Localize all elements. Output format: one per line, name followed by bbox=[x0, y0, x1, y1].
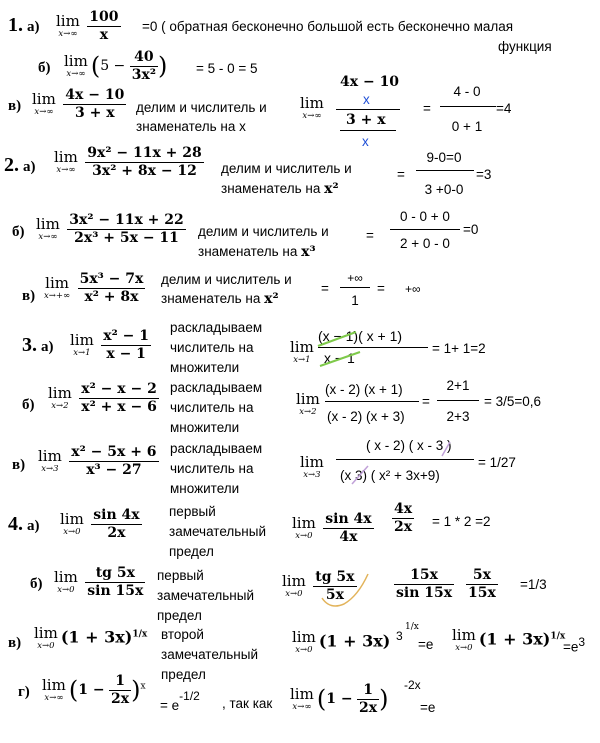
limit-expression: lim x→∞ $\frac{\text{9x² − 11x + 28}}{\text{3x² + 8x − 12}}$ bbox=[54, 145, 202, 179]
result-text: = 5 - 0 = 5 bbox=[196, 61, 258, 76]
limit-word: lim x→2 bbox=[296, 390, 320, 417]
result: =e3 bbox=[563, 635, 586, 655]
limit-expression: lim x→∞ $\frac{\text{3x² − 11x + 22}}{\text{2x³ + 5x − 11}}$ bbox=[36, 212, 184, 246]
explanation-text: первый замечательный предел bbox=[157, 568, 254, 623]
result: = e-1/2 bbox=[160, 689, 200, 713]
limit-word: lim x→1 bbox=[290, 338, 314, 365]
limit-expression: lim x→0 $\frac{tg 5x}{\sin 15x}$ bbox=[54, 565, 144, 599]
explanation-text: второй замечательный предел bbox=[161, 627, 258, 682]
item-label: б) bbox=[22, 397, 35, 413]
limit-expression: lim x→0 (1 + 3x) 3 1/x bbox=[292, 622, 419, 655]
explanation-text: первый замечательный предел bbox=[169, 504, 266, 559]
problem-4-a: 4. а) bbox=[8, 513, 40, 535]
result: = 1/27 bbox=[478, 455, 516, 470]
multiplier-fraction: $\frac{5x}{15x}$ bbox=[468, 567, 496, 601]
explanation-text-cont: функция bbox=[498, 39, 552, 54]
problem-3-a: 3. а) bbox=[22, 334, 54, 356]
result: = 1+ 1=2 bbox=[432, 341, 486, 356]
result: =0 bbox=[463, 222, 479, 237]
divided-denominator: 3 + x bbox=[346, 112, 386, 128]
divided-numerator: 4x − 10 bbox=[340, 74, 400, 90]
problem-2-a: 2. а) bbox=[4, 154, 36, 176]
limit-expression: lim x→∞ $\frac{4x - 10}{3 + x}$ bbox=[32, 87, 125, 121]
explanation-text: делим и числитель и знаменатель на x² bbox=[221, 161, 352, 197]
result: =1/3 bbox=[520, 577, 547, 592]
divisor: х bbox=[363, 92, 370, 107]
limit-expression: lim x→0 $(1 + 3x)^{1/x}$ bbox=[452, 626, 566, 653]
limit-expression: lim x→0 $\frac{\sin 4x}{2x}$ bbox=[60, 507, 140, 541]
cancel-marks bbox=[340, 440, 470, 488]
cancel-marks bbox=[316, 330, 364, 370]
problem-1-a bbox=[8, 14, 40, 37]
multiplier-fraction: $\frac{4x}{2x}$ bbox=[394, 501, 413, 535]
numerator: 100 bbox=[89, 9, 119, 25]
denominator: x bbox=[99, 26, 109, 43]
since-text: , так как bbox=[222, 696, 273, 711]
item-label: б) bbox=[30, 576, 43, 592]
explanation-text: делим и числитель и знаменатель на x² bbox=[161, 272, 292, 307]
limit-expression: lim x→0 $(1 + 3x)^{1/x}$ bbox=[34, 624, 148, 651]
divisor: х bbox=[362, 134, 369, 149]
limit-expression: lim x→+∞ $\frac{\text{5x³ − 7x}}{\text{x² + 8x}}$ bbox=[44, 271, 144, 305]
limit-expression: lim x→1 $\frac{\text{x² − 1}}{x - 1}$ bbox=[70, 328, 149, 362]
explanation-text: раскладываем числитель на множители bbox=[170, 441, 263, 496]
result: = 1 * 2 =2 bbox=[432, 514, 491, 529]
limit-word: lim x→3 bbox=[300, 453, 324, 480]
result: +∞ bbox=[405, 282, 421, 296]
item-label: б) bbox=[12, 224, 25, 240]
item-label: в) bbox=[8, 635, 22, 651]
limit-expression: lim x→3 $\frac{\text{x² − 5x + 6}}{\text{x³ − 27}}$ bbox=[38, 444, 157, 478]
explanation-text: делим и числитель и знаменатель на x³ bbox=[198, 224, 329, 260]
check-mark bbox=[320, 572, 372, 612]
item-label: в) bbox=[22, 288, 36, 304]
factored-numerator: (x − 1)( x + 1) bbox=[318, 328, 403, 344]
problem-number: 1. bbox=[8, 14, 23, 36]
item-label: а) bbox=[27, 19, 40, 35]
limit-expression: lim x→∞ $\frac{100}{x}$ bbox=[56, 9, 119, 43]
factored-denominator: x − 1 bbox=[324, 350, 355, 366]
item-label: г) bbox=[18, 684, 30, 700]
limit-expression: lim x→∞ (1 − $\frac{1}{2x}$ )$^x$ bbox=[42, 673, 146, 707]
multiplier-fraction: $\frac{15x}{\sin 15x}$ bbox=[396, 567, 453, 601]
explanation-text: раскладываем числитель на множители bbox=[170, 380, 263, 435]
limit-expression: lim x→∞ (5 − $\frac{40}{\text{3x²}}$ ) bbox=[64, 49, 168, 83]
limit-expression: lim x→2 $\frac{\text{x² − x − 2}}{\text{x² + x − 6}}$ bbox=[48, 381, 157, 415]
item-label: в) bbox=[12, 457, 26, 473]
result: =3 bbox=[476, 167, 492, 182]
limit-expression: lim x→0 $\frac{\sin 4x}{4x}$ bbox=[292, 511, 372, 545]
result: = 3/5=0,6 bbox=[484, 394, 542, 409]
limit-word: lim x→∞ bbox=[300, 94, 324, 121]
item-label: б) bbox=[38, 60, 51, 76]
result: =4 bbox=[496, 101, 512, 116]
item-label: в) bbox=[8, 98, 22, 114]
limit-expression: lim x→∞ (1 − $\frac{1}{2x}$ ) bbox=[290, 682, 389, 716]
limit-expression: lim x→0 $\frac{tg 5x}{5x}$ bbox=[282, 569, 355, 603]
explanation-text: делим и числитель и знаменатель на х bbox=[136, 100, 267, 134]
result-denominator: 0 + 1 bbox=[451, 119, 483, 134]
result-numerator: 4 - 0 bbox=[453, 84, 481, 99]
explanation-text: раскладываем числитель на множители bbox=[170, 320, 263, 375]
explanation-text: =0 ( обратная бесконечно большой есть бесконечно малая bbox=[142, 19, 514, 34]
